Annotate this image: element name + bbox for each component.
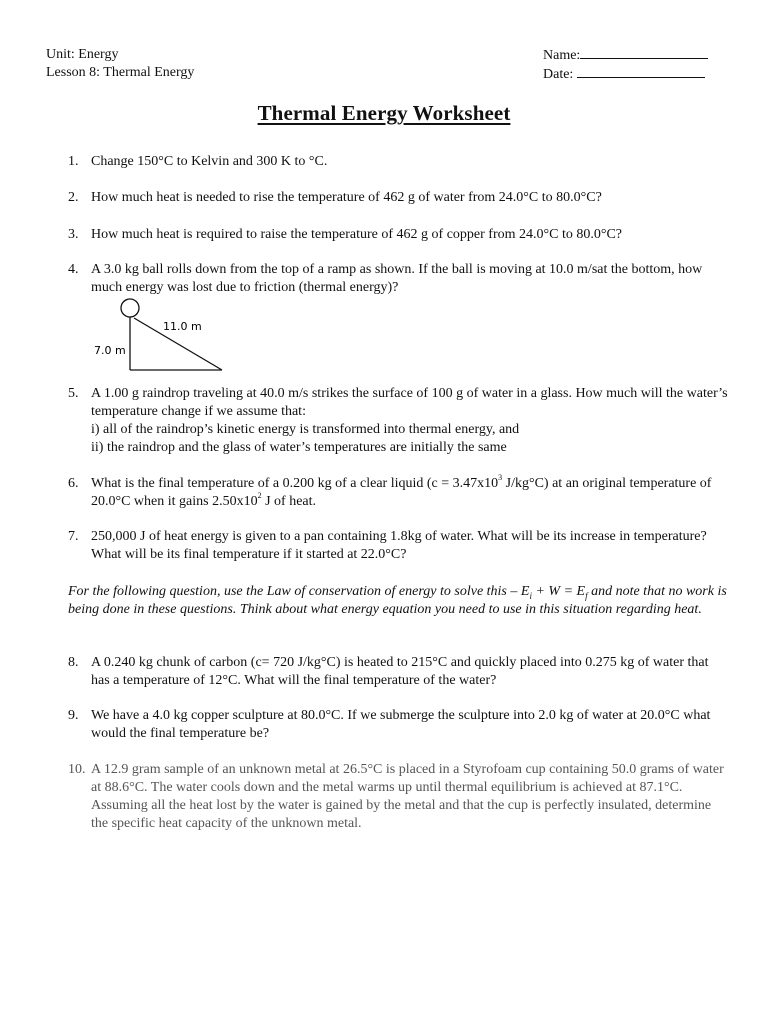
question-text: A 3.0 kg ball rolls down from the top of a ramp as shown. If the ball is moving at 10.0 m/sat the bottom, how much energy was lost due to friction (thermal energy)? bbox=[91, 262, 703, 295]
header-right bbox=[543, 46, 708, 83]
question-number: 6. bbox=[68, 476, 79, 491]
question-2 bbox=[68, 189, 728, 207]
question-text: A 12.9 gram sample of an unknown metal at 26.5°C is placed in a Styrofoam cup containing 50.0 grams of water at 88.6°C. The water cools down and the metal warms up until thermal equilibrium is achieved at 87.1°C. Assuming all the heat lost by the water is gained by the metal and that the cup is perfectly insulated, determine the specific heat capacity of the unknown metal. bbox=[91, 762, 724, 831]
ramp-diagram bbox=[88, 296, 248, 378]
question-1 bbox=[68, 153, 728, 171]
question-text-part: What is the final temperature of a 0.200 kg of a clear liquid (c = 3.47x10 bbox=[91, 476, 499, 491]
subscript: f bbox=[585, 590, 588, 601]
question-text: A 0.240 kg chunk of carbon (c= 720 J/kg°C) is heated to 215°C and quickly placed into 0.275 kg of water that has a temperature of 12°C. What will the final temperature of the water? bbox=[91, 655, 709, 688]
question-condition-ii: ii) the raindrop and the glass of water’s temperatures are initially the same bbox=[91, 440, 507, 455]
question-10 bbox=[68, 761, 728, 833]
question-number: 8. bbox=[68, 655, 79, 670]
question-4 bbox=[68, 261, 728, 297]
question-text: How much heat is required to raise the temperature of 462 g of copper from 24.0°C to 80.0°C? bbox=[91, 227, 622, 242]
note-text: and note that no work is being done in these questions. Think about what energy equation you need to use in this situation regarding heat. bbox=[68, 584, 727, 617]
question-6 bbox=[68, 475, 728, 511]
question-number: 2. bbox=[68, 190, 79, 205]
question-9 bbox=[68, 707, 728, 743]
note-text: + W = E bbox=[531, 584, 586, 599]
name-label: Name: bbox=[543, 48, 581, 63]
question-number: 7. bbox=[68, 529, 79, 544]
date-label: Date: bbox=[543, 66, 574, 82]
question-text bbox=[91, 475, 728, 511]
question-text: Change 150°C to Kelvin and 300 K to °C. bbox=[91, 154, 328, 169]
date-row bbox=[543, 65, 708, 84]
question-text-part: J/kg°C) at an original temperature of 20.0°C when it gains 2.50x10 bbox=[91, 476, 712, 509]
exponent: 2 bbox=[257, 491, 262, 501]
question-text: We have a 4.0 kg copper sculpture at 80.0°C. If we submerge the sculpture into 2.0 kg of water at 20.0°C what would the final temperature be? bbox=[91, 708, 711, 741]
instruction-note bbox=[68, 583, 728, 619]
question-3 bbox=[68, 226, 728, 244]
height-label: 7.0 m bbox=[94, 344, 126, 357]
question-number: 1. bbox=[68, 154, 79, 169]
question-condition-i: i) all of the raindrop’s kinetic energy is transformed into thermal energy, and bbox=[91, 422, 520, 437]
question-number: 4. bbox=[68, 262, 79, 277]
unit-label: Unit: Energy bbox=[46, 47, 119, 62]
hypotenuse-label: 11.0 m bbox=[163, 320, 202, 333]
date-field-line bbox=[577, 65, 705, 78]
question-text: 250,000 J of heat energy is given to a pan containing 1.8kg of water. What will be its increase in temperature? What will be its final temperature if it started at 22.0°C? bbox=[91, 529, 707, 562]
lesson-label: Lesson 8: Thermal Energy bbox=[46, 64, 195, 80]
name-field-line bbox=[580, 46, 708, 59]
question-number: 3. bbox=[68, 227, 79, 242]
exponent: 3 bbox=[498, 473, 503, 483]
question-number: 10. bbox=[68, 762, 86, 777]
question-text: How much heat is needed to rise the temperature of 462 g of water from 24.0°C to 80.0°C? bbox=[91, 190, 602, 205]
note-text: For the following question, use the Law of conservation of energy to solve this – E bbox=[68, 584, 530, 599]
subscript: i bbox=[529, 590, 532, 601]
question-5 bbox=[68, 385, 728, 457]
question-text: A 1.00 g raindrop traveling at 40.0 m/s strikes the surface of 100 g of water in a glass. How much will the water’s temperature change if we assume that: bbox=[91, 386, 728, 419]
question-number: 5. bbox=[68, 386, 79, 401]
question-text-part: J of heat. bbox=[261, 494, 317, 509]
question-8 bbox=[68, 654, 728, 690]
question-number: 9. bbox=[68, 708, 79, 723]
question-7 bbox=[68, 528, 728, 564]
ball-shape bbox=[121, 299, 139, 317]
header-left bbox=[46, 46, 194, 81]
page-title: Thermal Energy Worksheet bbox=[257, 101, 511, 125]
name-row bbox=[543, 46, 708, 65]
